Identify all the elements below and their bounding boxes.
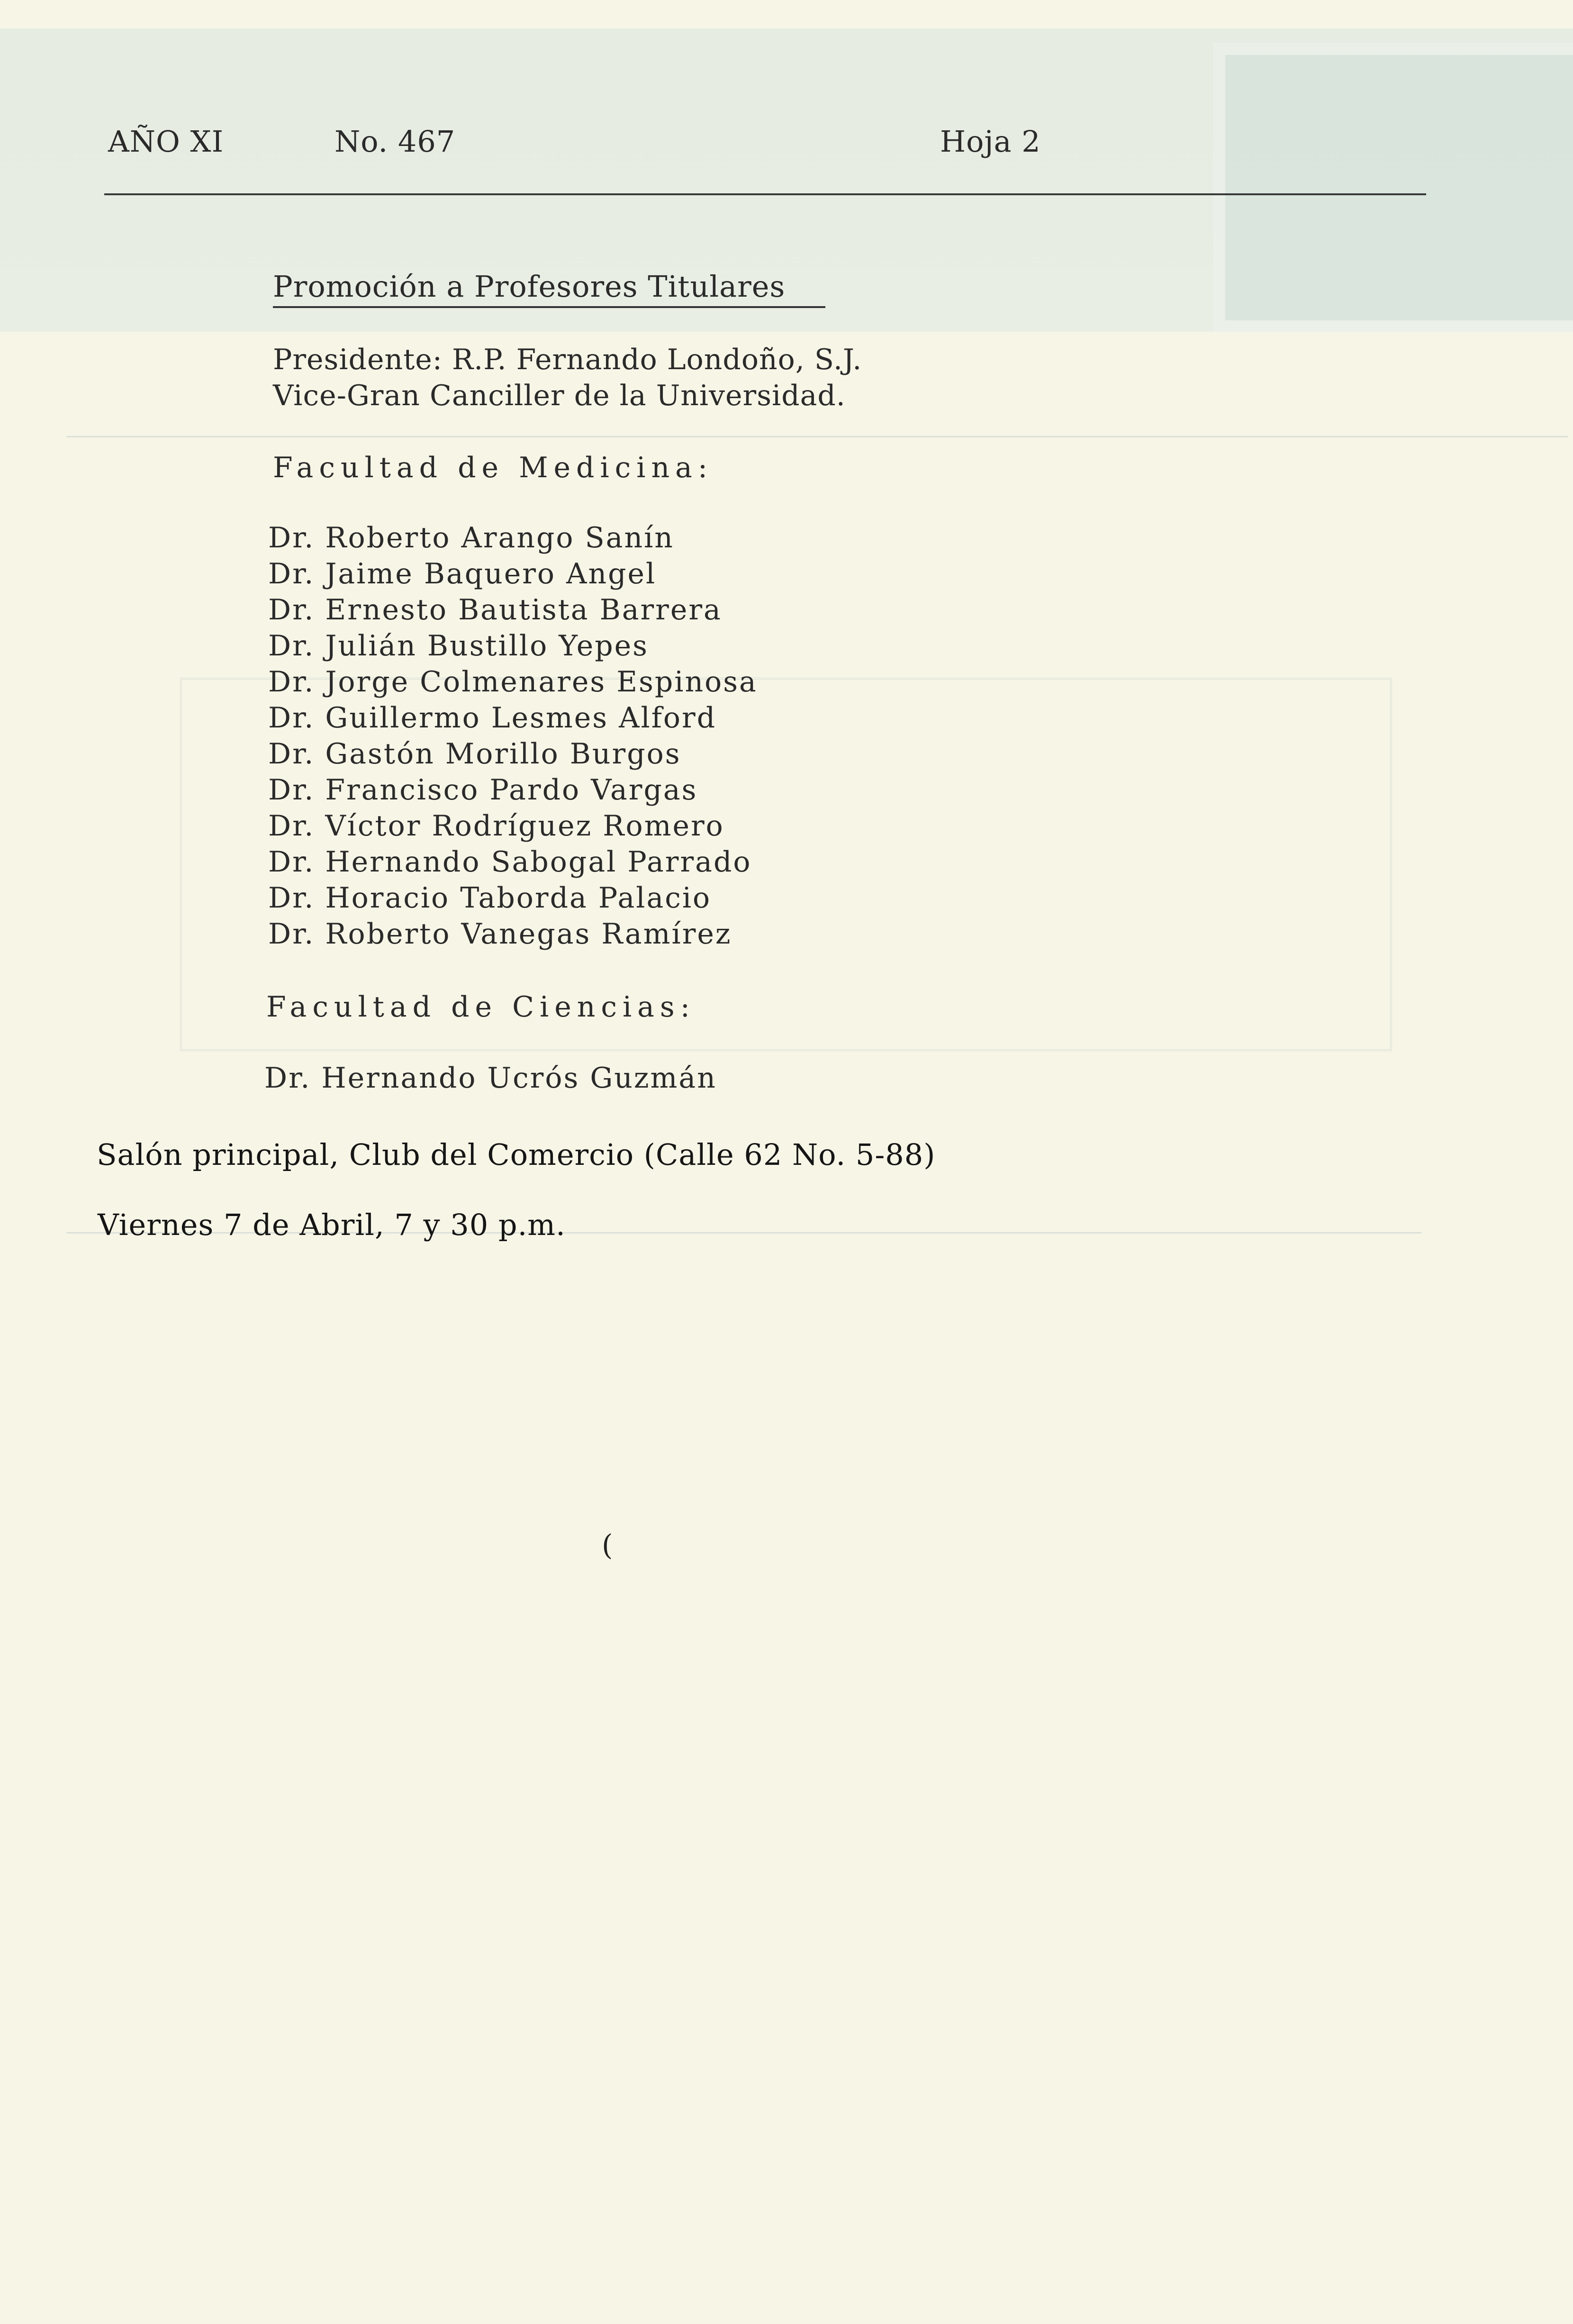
member-name: Dr. Francisco Pardo Vargas [268,773,698,807]
member-name: Dr. Horacio Taborda Palacio [268,881,712,915]
stray-mark: ( [602,1529,613,1562]
event-date: Viernes 7 de Abril, 7 y 30 p.m. [98,1207,566,1242]
member-name: Dr. Ernesto Bautista Barrera [268,593,722,626]
bleed-through-rule [66,436,1568,437]
bleed-through-box [1213,43,1573,333]
president-title-line: Vice-Gran Canciller de la Universidad. [273,379,846,412]
member-name: Dr. Roberto Vanegas Ramírez [268,917,732,951]
section-title: Promoción a Profesores Titulares [273,269,786,304]
member-name: Dr. Julián Bustillo Yepes [268,629,649,663]
issue-number: No. 467 [334,124,456,159]
member-name: Dr. Gastón Morillo Burgos [268,737,681,771]
event-place: Salón principal, Club del Comercio (Calle 62 No. 5-88) [97,1137,936,1172]
member-name: Dr. Hernando Sabogal Parrado [268,845,752,879]
faculty-heading-ciencias: Facultad de Ciencias: [266,990,696,1024]
member-name: Dr. Hernando Ucrós Guzmán [264,1062,717,1095]
member-name: Dr. Roberto Arango Sanín [268,521,674,554]
member-name: Dr. Jaime Baquero Angel [268,557,657,590]
sheet-number: Hoja 2 [940,124,1041,159]
title-underline [273,306,825,308]
president-line: Presidente: R.P. Fernando Londoño, S.J. [273,343,862,376]
faculty-heading-medicina: Facultad de Medicina: [273,451,714,484]
member-name: Dr. Jorge Colmenares Espinosa [268,665,758,699]
member-name: Dr. Víctor Rodríguez Romero [268,809,724,843]
member-name: Dr. Guillermo Lesmes Alford [268,701,717,735]
issue-year: AÑO XI [108,124,224,159]
header-rule [104,193,1426,195]
